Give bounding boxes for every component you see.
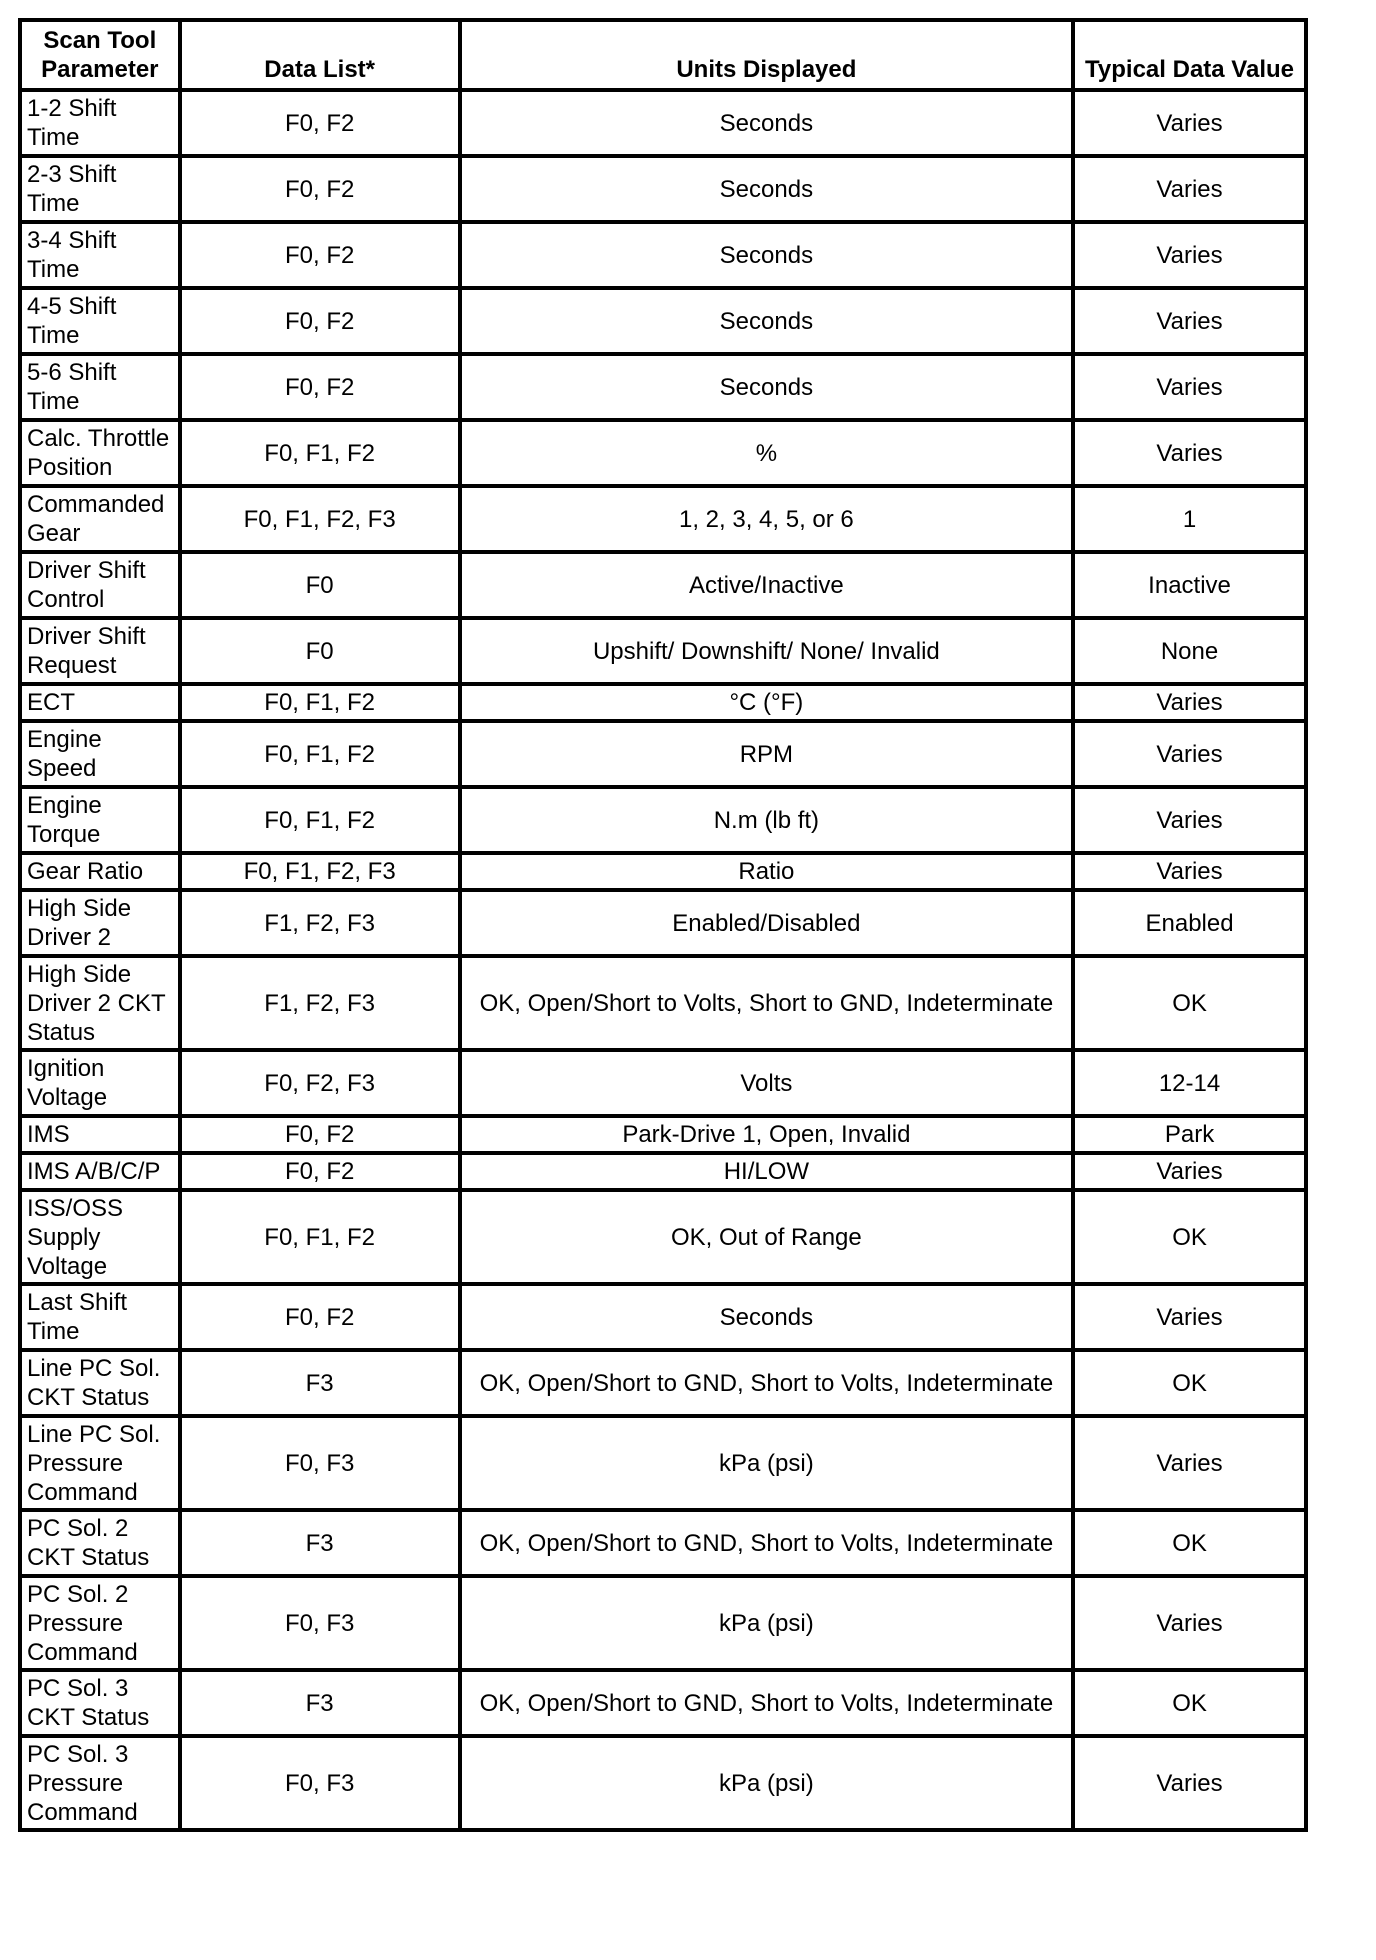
units-cell: Seconds bbox=[460, 354, 1073, 420]
table-row bbox=[20, 420, 1306, 486]
table-row bbox=[20, 1284, 1306, 1350]
typical-value-cell: Varies bbox=[1073, 222, 1306, 288]
parameter-cell: 5-6 Shift Time bbox=[20, 354, 180, 420]
parameter-cell: Gear Ratio bbox=[20, 853, 180, 890]
units-cell: °C (°F) bbox=[460, 684, 1073, 721]
typical-value-cell: Varies bbox=[1073, 684, 1306, 721]
header-units-displayed: Units Displayed bbox=[460, 20, 1073, 90]
units-cell: OK, Open/Short to GND, Short to Volts, Indeterminate bbox=[460, 1350, 1073, 1416]
units-cell: OK, Open/Short to Volts, Short to GND, Indeterminate bbox=[460, 956, 1073, 1050]
parameter-cell: IMS bbox=[20, 1116, 180, 1153]
data-list-cell: F0, F1, F2 bbox=[180, 1190, 460, 1284]
units-cell: Enabled/Disabled bbox=[460, 890, 1073, 956]
table-row bbox=[20, 890, 1306, 956]
table-row bbox=[20, 486, 1306, 552]
table-row bbox=[20, 853, 1306, 890]
data-list-cell: F0, F2 bbox=[180, 288, 460, 354]
typical-value-cell: Varies bbox=[1073, 853, 1306, 890]
parameter-cell: 2-3 Shift Time bbox=[20, 156, 180, 222]
data-list-cell: F0, F2 bbox=[180, 1153, 460, 1190]
units-cell: Volts bbox=[460, 1050, 1073, 1116]
table-row bbox=[20, 684, 1306, 721]
data-list-cell: F0, F3 bbox=[180, 1576, 460, 1670]
table-row bbox=[20, 1153, 1306, 1190]
header-data-list: Data List* bbox=[180, 20, 460, 90]
data-list-cell: F0 bbox=[180, 552, 460, 618]
typical-value-cell: Varies bbox=[1073, 1153, 1306, 1190]
data-list-cell: F1, F2, F3 bbox=[180, 956, 460, 1050]
units-cell: Seconds bbox=[460, 1284, 1073, 1350]
units-cell: RPM bbox=[460, 721, 1073, 787]
units-cell: OK, Open/Short to GND, Short to Volts, Indeterminate bbox=[460, 1670, 1073, 1736]
table-row bbox=[20, 721, 1306, 787]
table-row bbox=[20, 1190, 1306, 1284]
parameter-cell: ECT bbox=[20, 684, 180, 721]
data-list-cell: F3 bbox=[180, 1510, 460, 1576]
data-list-cell: F0, F1, F2 bbox=[180, 420, 460, 486]
data-list-cell: F0, F2 bbox=[180, 354, 460, 420]
table-row bbox=[20, 1416, 1306, 1510]
units-cell: Seconds bbox=[460, 90, 1073, 156]
parameter-cell: Ignition Voltage bbox=[20, 1050, 180, 1116]
units-cell: Seconds bbox=[460, 222, 1073, 288]
typical-value-cell: None bbox=[1073, 618, 1306, 684]
typical-value-cell: Varies bbox=[1073, 156, 1306, 222]
typical-value-cell: Inactive bbox=[1073, 552, 1306, 618]
table-row bbox=[20, 618, 1306, 684]
data-list-cell: F0, F1, F2 bbox=[180, 721, 460, 787]
table-row bbox=[20, 1510, 1306, 1576]
table-row bbox=[20, 956, 1306, 1050]
parameter-cell: Calc. Throttle Position bbox=[20, 420, 180, 486]
units-cell: kPa (psi) bbox=[460, 1576, 1073, 1670]
data-list-cell: F0, F2 bbox=[180, 1116, 460, 1153]
typical-value-cell: Varies bbox=[1073, 288, 1306, 354]
units-cell: Seconds bbox=[460, 288, 1073, 354]
typical-value-cell: OK bbox=[1073, 1510, 1306, 1576]
parameter-cell: Driver Shift Control bbox=[20, 552, 180, 618]
data-list-cell: F0, F3 bbox=[180, 1416, 460, 1510]
table-row bbox=[20, 1350, 1306, 1416]
table-row bbox=[20, 787, 1306, 853]
table-row bbox=[20, 1576, 1306, 1670]
parameter-cell: Last Shift Time bbox=[20, 1284, 180, 1350]
parameter-cell: Driver Shift Request bbox=[20, 618, 180, 684]
table-row bbox=[20, 156, 1306, 222]
data-list-cell: F3 bbox=[180, 1670, 460, 1736]
data-list-cell: F0, F2 bbox=[180, 1284, 460, 1350]
units-cell: N.m (lb ft) bbox=[460, 787, 1073, 853]
parameter-cell: PC Sol. 2 CKT Status bbox=[20, 1510, 180, 1576]
typical-value-cell: OK bbox=[1073, 956, 1306, 1050]
units-cell: HI/LOW bbox=[460, 1153, 1073, 1190]
units-cell: OK, Out of Range bbox=[460, 1190, 1073, 1284]
typical-value-cell: Enabled bbox=[1073, 890, 1306, 956]
typical-value-cell: Varies bbox=[1073, 721, 1306, 787]
parameter-cell: Line PC Sol. Pressure Command bbox=[20, 1416, 180, 1510]
data-list-cell: F0, F3 bbox=[180, 1736, 460, 1830]
parameter-cell: PC Sol. 3 CKT Status bbox=[20, 1670, 180, 1736]
header-scan-tool-parameter: Scan Tool Parameter bbox=[20, 20, 180, 90]
typical-value-cell: Varies bbox=[1073, 354, 1306, 420]
data-list-cell: F0, F1, F2 bbox=[180, 684, 460, 721]
units-cell: Upshift/ Downshift/ None/ Invalid bbox=[460, 618, 1073, 684]
data-list-cell: F0, F2, F3 bbox=[180, 1050, 460, 1116]
table-row bbox=[20, 222, 1306, 288]
table-row bbox=[20, 1736, 1306, 1830]
parameter-cell: IMS A/B/C/P bbox=[20, 1153, 180, 1190]
parameter-cell: High Side Driver 2 CKT Status bbox=[20, 956, 180, 1050]
typical-value-cell: Varies bbox=[1073, 1416, 1306, 1510]
units-cell: Ratio bbox=[460, 853, 1073, 890]
units-cell: 1, 2, 3, 4, 5, or 6 bbox=[460, 486, 1073, 552]
parameter-cell: PC Sol. 3 Pressure Command bbox=[20, 1736, 180, 1830]
header-typical-data-value: Typical Data Value bbox=[1073, 20, 1306, 90]
data-list-cell: F1, F2, F3 bbox=[180, 890, 460, 956]
table-header-row bbox=[20, 20, 1306, 90]
units-cell: Seconds bbox=[460, 156, 1073, 222]
typical-value-cell: Varies bbox=[1073, 90, 1306, 156]
parameter-cell: PC Sol. 2 Pressure Command bbox=[20, 1576, 180, 1670]
data-list-cell: F0, F2 bbox=[180, 222, 460, 288]
typical-value-cell: Varies bbox=[1073, 420, 1306, 486]
scan-tool-data-table bbox=[18, 18, 1308, 1832]
parameter-cell: Commanded Gear bbox=[20, 486, 180, 552]
data-list-cell: F0, F2 bbox=[180, 90, 460, 156]
units-cell: kPa (psi) bbox=[460, 1416, 1073, 1510]
parameter-cell: Engine Torque bbox=[20, 787, 180, 853]
typical-value-cell: Varies bbox=[1073, 787, 1306, 853]
parameter-cell: 3-4 Shift Time bbox=[20, 222, 180, 288]
parameter-cell: Engine Speed bbox=[20, 721, 180, 787]
units-cell: Park-Drive 1, Open, Invalid bbox=[460, 1116, 1073, 1153]
typical-value-cell: Varies bbox=[1073, 1576, 1306, 1670]
data-list-cell: F0, F1, F2, F3 bbox=[180, 486, 460, 552]
units-cell: OK, Open/Short to GND, Short to Volts, Indeterminate bbox=[460, 1510, 1073, 1576]
parameter-cell: ISS/OSS Supply Voltage bbox=[20, 1190, 180, 1284]
data-list-cell: F0, F2 bbox=[180, 156, 460, 222]
typical-value-cell: OK bbox=[1073, 1670, 1306, 1736]
units-cell: % bbox=[460, 420, 1073, 486]
parameter-cell: 1-2 Shift Time bbox=[20, 90, 180, 156]
typical-value-cell: Varies bbox=[1073, 1736, 1306, 1830]
parameter-cell: 4-5 Shift Time bbox=[20, 288, 180, 354]
table-row bbox=[20, 1670, 1306, 1736]
units-cell: kPa (psi) bbox=[460, 1736, 1073, 1830]
typical-value-cell: 12-14 bbox=[1073, 1050, 1306, 1116]
data-list-cell: F0, F1, F2, F3 bbox=[180, 853, 460, 890]
typical-value-cell: Park bbox=[1073, 1116, 1306, 1153]
table-row bbox=[20, 90, 1306, 156]
table-row bbox=[20, 552, 1306, 618]
typical-value-cell: OK bbox=[1073, 1190, 1306, 1284]
data-list-cell: F3 bbox=[180, 1350, 460, 1416]
table-row bbox=[20, 288, 1306, 354]
table-body bbox=[20, 90, 1306, 1830]
units-cell: Active/Inactive bbox=[460, 552, 1073, 618]
table-row bbox=[20, 1050, 1306, 1116]
table-row bbox=[20, 354, 1306, 420]
data-list-cell: F0, F1, F2 bbox=[180, 787, 460, 853]
table-row bbox=[20, 1116, 1306, 1153]
typical-value-cell: 1 bbox=[1073, 486, 1306, 552]
typical-value-cell: OK bbox=[1073, 1350, 1306, 1416]
data-list-cell: F0 bbox=[180, 618, 460, 684]
parameter-cell: Line PC Sol. CKT Status bbox=[20, 1350, 180, 1416]
parameter-cell: High Side Driver 2 bbox=[20, 890, 180, 956]
typical-value-cell: Varies bbox=[1073, 1284, 1306, 1350]
